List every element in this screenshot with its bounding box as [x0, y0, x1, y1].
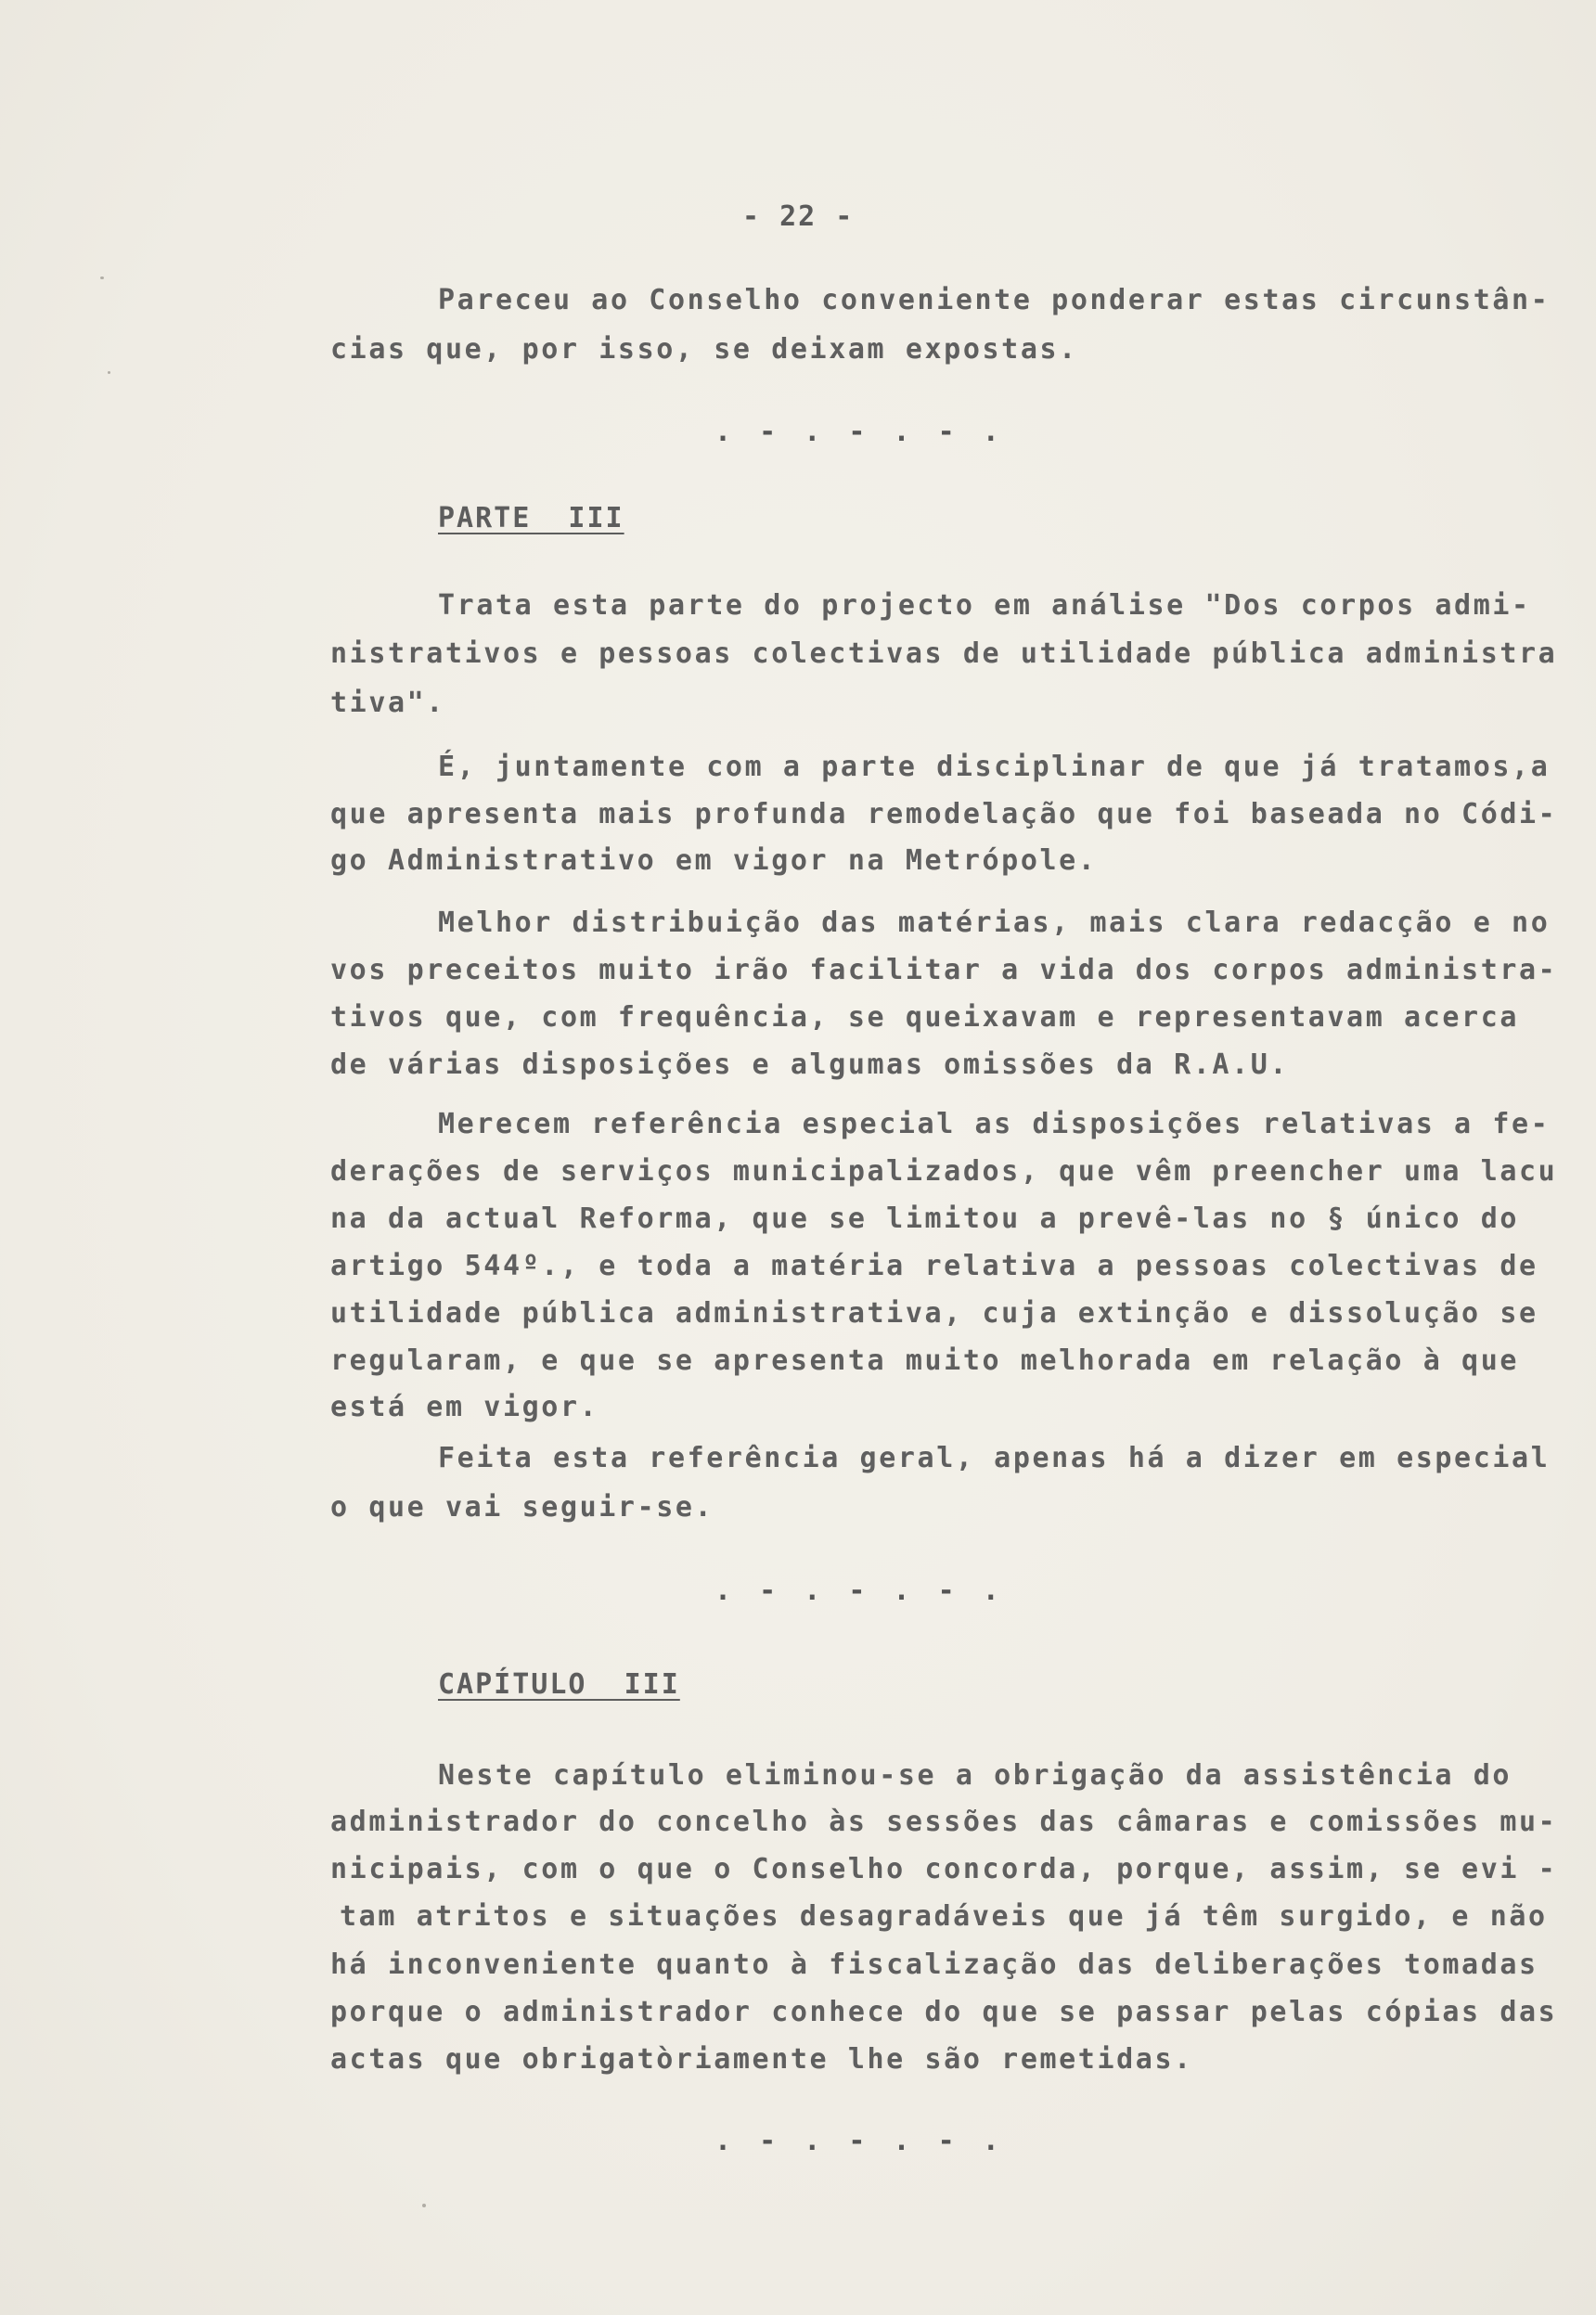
paper-speck — [422, 2204, 426, 2207]
section-separator: . - . - . - . — [714, 1575, 1005, 1607]
part-p2-line-3: go Administrativo em vigor na Metrópole. — [330, 844, 1098, 877]
chapter-heading: CAPÍTULO III — [438, 1668, 680, 1701]
page-number: - 22 - — [742, 200, 855, 233]
part-p1-line-3: tiva". — [330, 687, 445, 719]
part-p4-line-6: regularam, e que se apresenta muito melhorada em relação à que — [330, 1344, 1520, 1377]
chapter-p1-line-5: há inconveniente quanto à fiscalização das deliberações tomadas — [330, 1948, 1538, 1981]
part-p4-line-7: está em vigor. — [330, 1391, 599, 1423]
paper-speck — [108, 371, 110, 374]
part-p2-line-2: que apresenta mais profunda remodelação que foi baseada no Códi- — [330, 798, 1558, 830]
part-p4-line-2: derações de serviços municipalizados, que vêm preencher uma lacu — [330, 1155, 1558, 1188]
chapter-p1-line-4: tam atritos e situações desagradáveis que já têm surgido, e não — [340, 1900, 1548, 1933]
chapter-p1-line-2: administrador do concelho às sessões das câmaras e comissões mu- — [330, 1806, 1558, 1838]
part-p3-line-1: Melhor distribuição das matérias, mais clara redacção e no — [438, 907, 1551, 939]
intro-line-1: Pareceu ao Conselho conveniente ponderar estas circunstân- — [438, 284, 1551, 316]
part-p4-line-3: na da actual Reforma, que se limitou a prevê-las no § único do — [330, 1203, 1520, 1235]
chapter-p1-line-1: Neste capítulo eliminou-se a obrigação da assistência do — [438, 1759, 1512, 1792]
paper-speck — [100, 277, 104, 279]
chapter-p1-line-6: porque o administrador conhece do que se passar pelas cópias das — [330, 1996, 1558, 2028]
part-p2-line-1: É, juntamente com a parte disciplinar de que já tratamos,a — [438, 751, 1551, 783]
part-p5-line-1: Feita esta referência geral, apenas há a dizer em especial — [438, 1442, 1551, 1474]
part-heading: PARTE III — [438, 502, 624, 534]
chapter-p1-line-7: actas que obrigatòriamente lhe são remetidas. — [330, 2043, 1193, 2076]
intro-line-2: cias que, por isso, se deixam expostas. — [330, 333, 1078, 366]
part-p3-line-3: tivos que, com frequência, se queixavam e representavam acerca — [330, 1001, 1520, 1034]
part-p3-line-4: de várias disposições e algumas omissões da R.A.U. — [330, 1048, 1290, 1081]
part-p1-line-1: Trata esta parte do projecto em análise "Dos corpos admi- — [438, 589, 1531, 622]
section-separator: . - . - . - . — [714, 2125, 1005, 2157]
part-p4-line-5: utilidade pública administrativa, cuja extinção e dissolução se — [330, 1297, 1538, 1330]
part-p3-line-2: vos preceitos muito irão facilitar a vida dos corpos administra- — [330, 954, 1558, 986]
part-p4-line-1: Merecem referência especial as disposições relativas a fe- — [438, 1108, 1551, 1140]
part-p4-line-4: artigo 544º., e toda a matéria relativa a pessoas colectivas de — [330, 1250, 1538, 1282]
part-p1-line-2: nistrativos e pessoas colectivas de utilidade pública administra — [330, 637, 1558, 670]
chapter-p1-line-3: nicipais, com o que o Conselho concorda, porque, assim, se evi - — [330, 1853, 1558, 1885]
section-separator: . - . - . - . — [714, 416, 1005, 448]
part-p5-line-2: o que vai seguir-se. — [330, 1491, 714, 1524]
